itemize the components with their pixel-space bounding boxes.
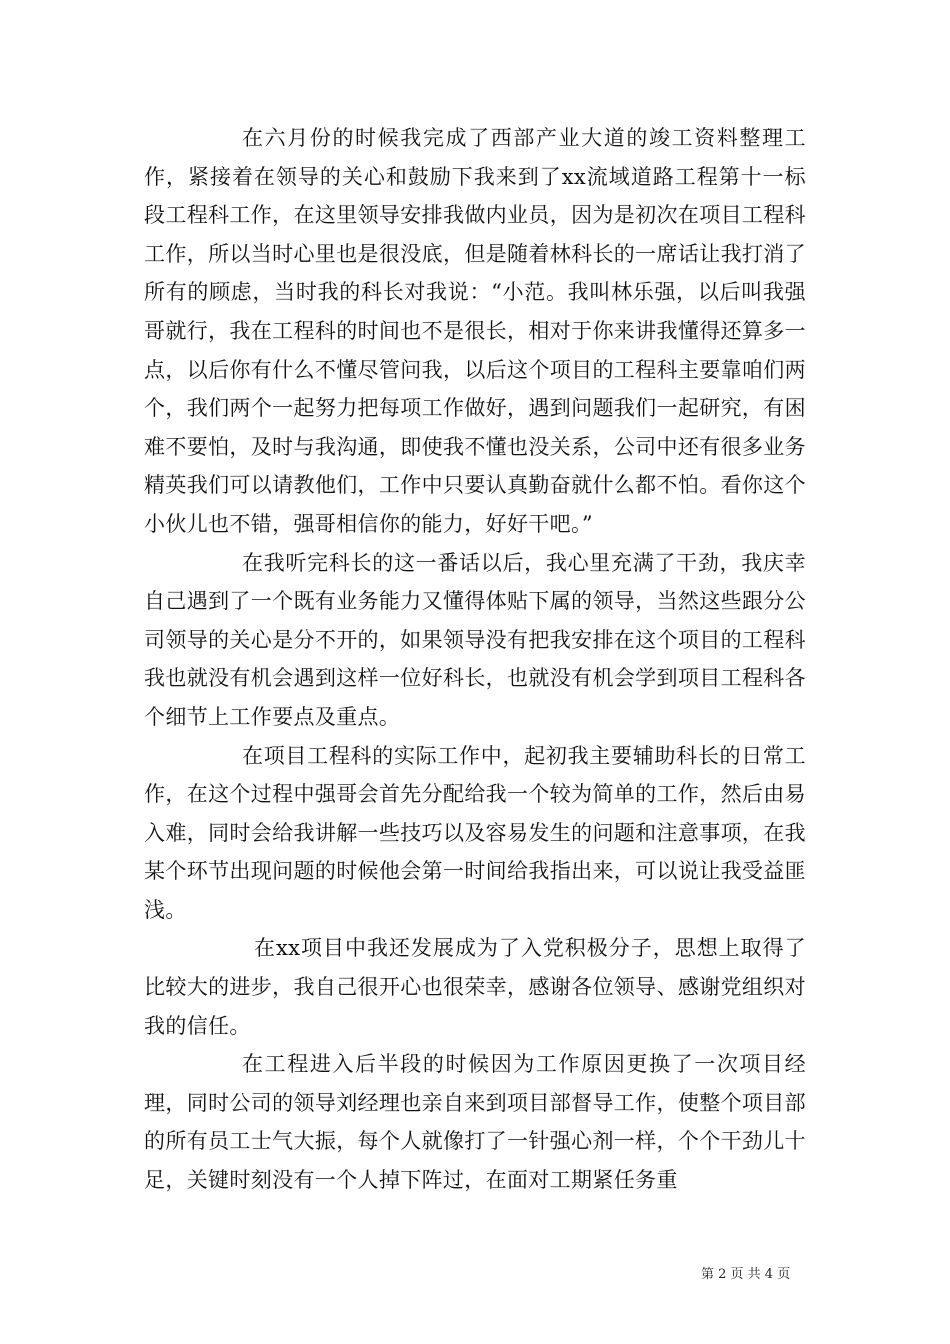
paragraph: 在我听完科长的这一番话以后，我心里充满了干劲，我庆幸自己遇到了一个既有业务能力又懂得体贴下属的领导，当然这些跟分公司领导的关心是分不开的，如果领导没有把我安排在这个项目的工程科我也就没有机会遇到这样一位好科长，也就没有机会学到项目工程科各个细节上工作要点及重点。	[144, 550, 806, 729]
paragraph: 在六月份的时候我完成了西部产业大道的竣工资料整理工作，紧接着在领导的关心和鼓励下我来到了xx流域道路工程第十一标段工程科工作，在这里领导安排我做内业员，因为是初次在项目工程科工作，所以当时心里也是很没底，但是随着林科长的一席话让我打消了所有的顾虑，当时我的科长对我说：“小范。我叫林乐强，以后叫我强哥就行，我在工程科的时间也不是很长，相对于你来讲我懂得还算多一点，以后你有什么不懂尽管问我，以后这个项目的工程科主要靠咱们两个，我们两个一起努力把每项工作做好，遇到问题我们一起研究，有困难不要怕，及时与我沟通，即使我不懂也没关系，公司中还有很多业务精英我们可以请教他们，工作中只要认真勤奋就什么都不怕。看你这个小伙儿也不错，强哥相信你的能力，好好干吧。”	[144, 126, 806, 536]
body-text	[144, 119, 806, 1200]
paragraph: 在xx项目中我还发展成为了入党积极分子，思想上取得了比较大的进步，我自己很开心也很荣幸，感谢各位领导、感谢党组织对我的信任。	[144, 936, 806, 1038]
paragraph: 在项目工程科的实际工作中，起初我主要辅助科长的日常工作，在这个过程中强哥会首先分配给我一个较为简单的工作，然后由易入难，同时会给我讲解一些技巧以及容易发生的问题和注意事项，在我某个环节出现问题的时候他会第一时间给我指出来，可以说让我受益匪浅。	[144, 743, 806, 922]
paragraph: 在工程进入后半段的时候因为工作原因更换了一次项目经理，同时公司的领导刘经理也亲自来到项目部督导工作，使整个项目部的所有员工士气大振，每个人就像打了一针强心剂一样，个个干劲儿十足，关键时刻没有一个人掉下阵过，在面对工期紧任务重	[144, 1052, 806, 1193]
page-number-footer: 第 2 页 共 4 页	[701, 1267, 791, 1282]
